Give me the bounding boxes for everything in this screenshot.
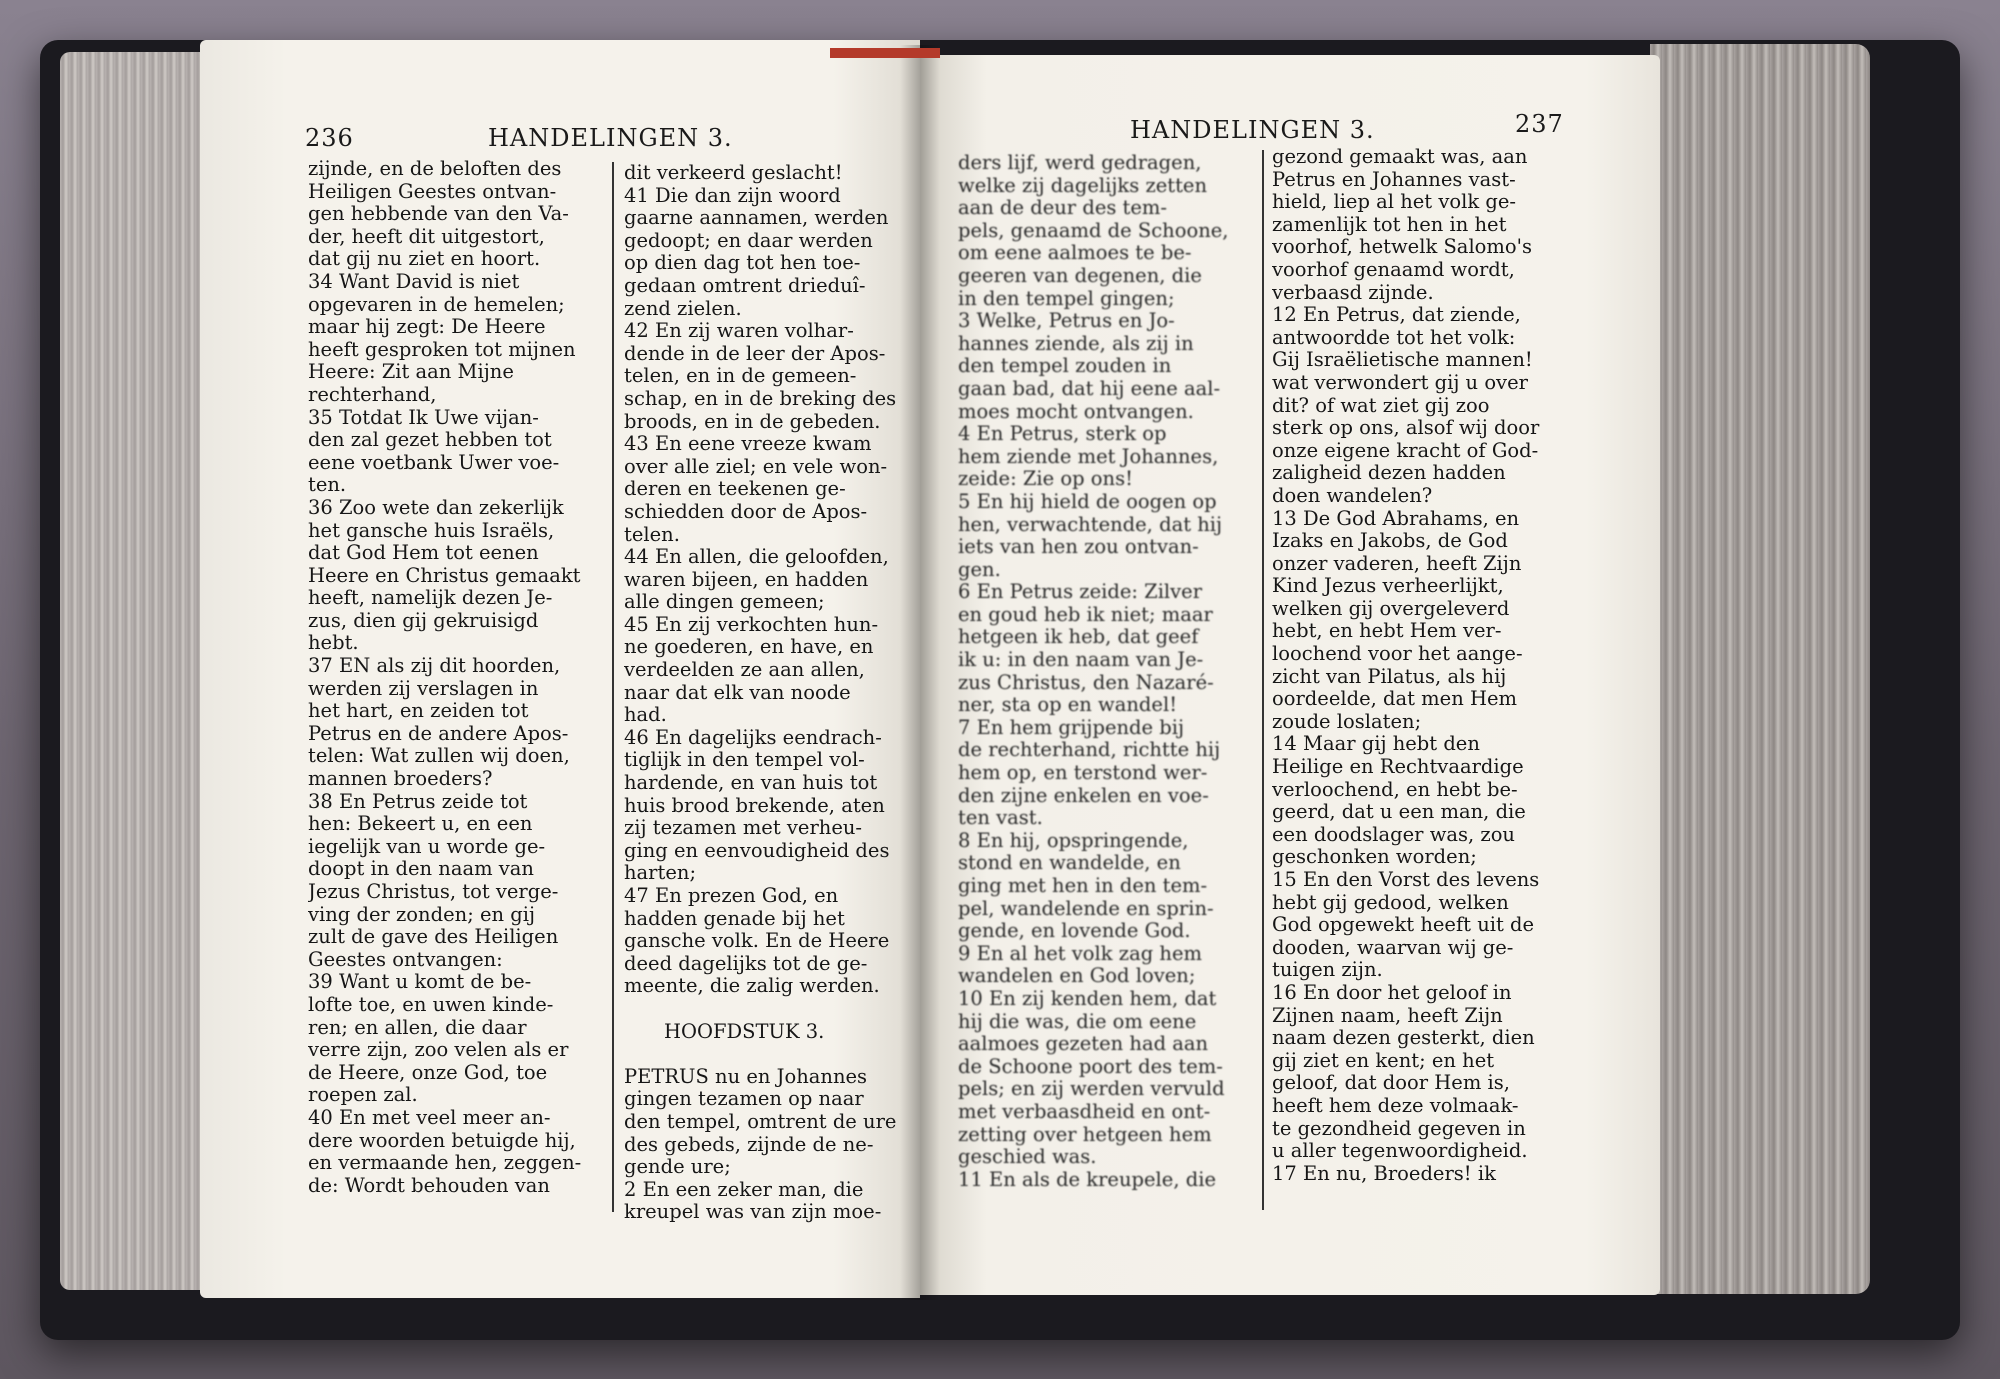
text-line: verdeelden ze aan allen, [624, 658, 865, 682]
text-line: de Heere, onze God, toe [308, 1060, 548, 1084]
text-line: dere woorden betuigde hij, [308, 1128, 576, 1152]
text-line: 16 En door het geloof in [1272, 980, 1512, 1004]
text-line: wandelen en God loven; [958, 964, 1196, 988]
text-line: onze eigene kracht of God- [1272, 438, 1539, 462]
text-line: Izaks en Jakobs, de God [1272, 529, 1508, 553]
text-line: harten; [624, 861, 697, 885]
text-line: om eene aalmoes te be- [958, 241, 1192, 265]
text-line: 40 En met veel meer an- [308, 1105, 551, 1129]
text-line: 5 En hij hield de oogen op [958, 489, 1217, 513]
text-line: 6 En Petrus zeide: Zilver [958, 580, 1203, 604]
text-line: 7 En hem grijpende bij [958, 715, 1185, 739]
text-line: meente, die zalig werden. [624, 974, 880, 998]
text-line: telen, en in de gemeen- [624, 364, 857, 388]
text-line: maar hij zegt: De Heere [308, 315, 546, 339]
text-line: alle dingen gemeen; [624, 590, 825, 614]
column-rule [1262, 150, 1264, 1210]
text-line: had. [624, 703, 667, 727]
text-line: hadden genade bij het [624, 906, 845, 930]
text-line: heeft hem deze volmaak- [1272, 1093, 1519, 1117]
text-line: huis brood brekende, aten [624, 793, 885, 817]
text-line: den zal gezet hebben tot [308, 428, 552, 452]
text-line: God opgewekt heeft uit de [1272, 913, 1535, 937]
text-line: 2 En een zeker man, die [624, 1177, 864, 1201]
left-page-column-2 [624, 162, 910, 1224]
text-line: werden zij verslagen in [308, 676, 539, 700]
text-line: op dien dag tot hen toe- [624, 251, 861, 275]
text-line: antwoordde tot het volk: [1272, 325, 1516, 349]
text-line: Gij Israëlietische mannen! [1272, 348, 1533, 372]
text-line: Geestes ontvangen: [308, 947, 503, 971]
text-line: welken gij overgeleverd [1272, 596, 1510, 620]
text-line: zult de gave des Heiligen [308, 925, 559, 949]
text-line: Heilige en Rechtvaardige [1272, 755, 1524, 779]
text-line: iegelijk van u worde ge- [308, 834, 546, 858]
text-line: verre zijn, zoo velen als er [308, 1038, 569, 1062]
text-line: hebt, en hebt Hem ver- [1272, 619, 1502, 643]
text-line: roepen zal. [308, 1083, 418, 1107]
right-page-number: 237 [1515, 110, 1564, 138]
text-line: PETRUS nu en Johannes [624, 1064, 868, 1088]
text-line: ving der zonden; en gij [308, 902, 536, 926]
text-line: de rechterhand, richtte hij [958, 738, 1221, 762]
text-line: geschonken worden; [1272, 845, 1477, 869]
text-line: zeide: Zie op ons! [958, 467, 1133, 491]
text-line: den tempel, omtrent de ure [624, 1109, 897, 1133]
text-line: iets van hen zou ontvan- [958, 535, 1199, 559]
text-line: 38 En Petrus zeide tot [308, 789, 528, 813]
text-line: heeft gesproken tot mijnen [308, 337, 576, 361]
text-line: schap, en in de breking des [624, 386, 897, 410]
text-line: geerd, dat u een man, die [1272, 800, 1526, 824]
bookmark-ribbon [830, 48, 940, 58]
right-page-column-2 [1272, 146, 1582, 1208]
text-line: dat God Hem tot eenen [308, 541, 539, 565]
text-line: 15 En den Vorst des levens [1272, 868, 1540, 891]
text-line: het hart, en zeiden tot [308, 699, 529, 723]
text-line: voorhof, hetwelk Salomo's [1272, 235, 1533, 259]
text-line: verbaasd zijnde. [1272, 280, 1434, 304]
text-line: oordeelde, dat men Hem [1272, 687, 1517, 711]
text-line: 43 En eene vreeze kwam [624, 432, 872, 456]
text-line: over alle ziel; en vele won- [624, 454, 888, 478]
text-line: gende ure; [624, 1155, 731, 1179]
text-line: zus, dien gij gekruisigd [308, 608, 539, 632]
text-line: ik u: in den naam van Je- [958, 648, 1204, 672]
text-line: dat gij nu ziet en hoort. [308, 247, 541, 271]
text-line: opgevaren in de hemelen; [308, 292, 565, 316]
text-line: geloof, dat door Hem is, [1272, 1071, 1510, 1095]
text-line: ten. [308, 473, 347, 497]
text-line: hebt. [308, 631, 359, 655]
text-line: deren en teekenen ge- [624, 477, 846, 501]
text-line: hem op, en terstond wer- [958, 761, 1208, 785]
text-line: 8 En hij, opspringende, [958, 828, 1189, 852]
text-line: der, heeft dit uitgestort, [308, 224, 545, 248]
text-line: moes mocht ontvangen. [958, 399, 1194, 423]
text-line: en goud heb ik niet; maar [958, 602, 1213, 626]
text-line: broods, en in de gebeden. [624, 409, 881, 433]
text-line: hebt gij gedood, welken [1272, 890, 1509, 914]
text-line: dit? of wat ziet gij zoo [1272, 393, 1490, 417]
text-line: pels; en zij werden vervuld [958, 1077, 1225, 1101]
text-line: gaan bad, dat hij eene aal- [958, 376, 1221, 400]
text-line: telen. [624, 522, 680, 546]
left-running-head: HANDELINGEN 3. [488, 124, 733, 152]
text-line: geeren van degenen, die [958, 263, 1202, 287]
text-line: gingen tezamen op naar [624, 1087, 864, 1111]
text-line: zijnde, en de beloften des [308, 158, 562, 180]
text-line: hetgeen ik heb, dat geef [958, 625, 1199, 649]
text-line: aan de deur des tem- [958, 196, 1168, 220]
text-line: geschied was. [958, 1145, 1097, 1169]
text-line: 36 Zoo wete dan zekerlijk [308, 495, 564, 519]
text-line: sterk op ons, alsof wij door [1272, 416, 1540, 440]
text-line [624, 998, 910, 1021]
text-line: telen: Wat zullen wij doen, [308, 744, 570, 768]
text-line: heeft, namelijk dezen Je- [308, 586, 553, 610]
text-line: gansche volk. En de Heere [624, 929, 890, 953]
text-line: 45 En zij verkochten hun- [624, 612, 879, 636]
text-line: gende, en lovende God. [958, 919, 1191, 943]
text-line: aalmoes gezeten had aan [958, 1032, 1209, 1056]
text-line: gen hebbende van den Va- [308, 202, 569, 226]
text-line: tuigen zijn. [1272, 958, 1383, 982]
text-line: hij die was, die om eene [958, 1009, 1197, 1033]
text-line: Kind Jezus verheerlijkt, [1272, 574, 1504, 598]
text-line: den zijne enkelen en voe- [958, 783, 1209, 807]
text-line: 46 En dagelijks eendrach- [624, 725, 882, 749]
text-line: tiglijk in den tempel vol- [624, 748, 865, 772]
text-line: het gansche huis Israëls, [308, 518, 555, 542]
text-line: ne goederen, en have, en [624, 635, 874, 659]
text-line: 3 Welke, Petrus en Jo- [958, 309, 1175, 333]
text-line: 9 En al het volk zag hem [958, 941, 1202, 965]
text-line: ders lijf, werd gedragen, [958, 152, 1202, 174]
text-line: des gebeds, zijnde de ne- [624, 1132, 874, 1156]
text-line: gezond gemaakt was, aan [1272, 146, 1528, 168]
text-line: te gezondheid gegeven in [1272, 1116, 1526, 1140]
text-line: welke zij dagelijks zetten [958, 173, 1208, 197]
text-line: Petrus en de andere Apos- [308, 721, 569, 745]
text-line: dende in de leer der Apos- [624, 341, 886, 365]
text-line: 39 Want u komt de be- [308, 970, 532, 994]
text-line: schiedden door de Apos- [624, 499, 868, 523]
text-line: zoude loslaten; [1272, 709, 1422, 733]
text-line: 37 EN als zij dit hoorden, [308, 654, 561, 678]
text-line: 44 En allen, die geloofden, [624, 545, 889, 569]
text-line: zetting over hetgeen hem [958, 1122, 1212, 1146]
text-line: gedoopt; en daar werden [624, 228, 873, 252]
text-line: zus Christus, den Nazaré- [958, 670, 1214, 694]
text-line: pel, wandelende en sprin- [958, 896, 1214, 920]
text-line: de: Wordt behouden van [308, 1173, 550, 1197]
text-line: rechterhand, [308, 382, 437, 406]
text-line: 35 Totdat Ik Uwe vijan- [308, 405, 539, 429]
text-line: doopt in den naam van [308, 857, 534, 881]
text-line: kreupel was van zijn moe- [624, 1200, 882, 1224]
text-line: waren bijeen, en hadden [624, 567, 869, 591]
text-line: in den tempel gingen; [958, 286, 1175, 310]
text-line: Heere: Zit aan Mijne [308, 360, 514, 384]
text-line: Heiligen Geestes ontvan- [308, 179, 557, 203]
text-line: 10 En zij kenden hem, dat [958, 986, 1217, 1010]
text-line: lofte toe, en uwen kinde- [308, 992, 554, 1016]
text-line: hardende, en van huis tot [624, 771, 878, 795]
text-line: zend zielen. [624, 296, 742, 320]
left-page-number: 236 [305, 124, 354, 152]
text-line: 11 En als de kreupele, die [958, 1167, 1216, 1191]
text-line: eene voetbank Uwer voe- [308, 450, 560, 474]
text-line: loochend voor het aange- [1272, 642, 1523, 666]
text-line: den tempel zouden in [958, 354, 1172, 378]
text-line: 34 Want David is niet [308, 269, 520, 293]
text-line: zij tezamen met verheu- [624, 816, 863, 840]
text-line: verloochend, en hebt be- [1272, 777, 1518, 801]
right-page-edges [1650, 44, 1870, 1294]
right-page-column-1 [958, 152, 1254, 1214]
text-line: hem ziende met Johannes, [958, 444, 1219, 468]
text-line: 42 En zij waren volhar- [624, 319, 854, 343]
text-line: deed dagelijks tot de ge- [624, 951, 868, 975]
text-line: met verbaasdheid en ont- [958, 1099, 1211, 1123]
text-line: onzer vaderen, heeft Zijn [1272, 551, 1522, 575]
text-line: gen. [958, 557, 1001, 581]
text-line: hen: Bekeert u, en een [308, 812, 533, 836]
text-line: zaligheid dezen hadden [1272, 461, 1506, 485]
text-line: ging en eenvoudigheid des [624, 838, 890, 862]
text-line: hield, liep al het volk ge- [1272, 190, 1516, 214]
text-line: Zijnen naam, heeft Zijn [1272, 1003, 1503, 1027]
text-line: een doodslager was, zou [1272, 822, 1515, 846]
text-line: Petrus en Johannes vast- [1272, 167, 1516, 191]
text-line: hannes ziende, als zij in [958, 331, 1194, 355]
text-line: naar dat elk van noode [624, 680, 851, 704]
text-line: 17 En nu, Broeders! ik [1272, 1161, 1496, 1185]
text-line: zamenlijk tot hen in het [1272, 212, 1507, 236]
text-line: ten vast. [958, 806, 1043, 830]
text-line: gaarne aannamen, werden [624, 206, 889, 230]
text-line: Heere en Christus gemaakt [308, 563, 581, 587]
text-line: 41 Die dan zijn woord [624, 183, 841, 207]
text-line: doen wandelen? [1272, 483, 1433, 507]
text-line: 13 De God Abrahams, en [1272, 506, 1520, 530]
column-rule [612, 162, 614, 1212]
text-line: wat verwondert gij u over [1272, 370, 1528, 394]
chapter-heading: HOOFDSTUK 3. [664, 1019, 825, 1043]
text-line: 47 En prezen God, en [624, 884, 839, 907]
right-running-head: HANDELINGEN 3. [1130, 116, 1375, 144]
text-line: Jezus Christus, tot verge- [308, 880, 559, 903]
text-line: dooden, waarvan wij ge- [1272, 935, 1514, 959]
text-line: ner, sta op en wandel! [958, 693, 1178, 717]
left-page-column-1 [308, 158, 604, 1220]
text-line: de Schoone poort des tem- [958, 1054, 1223, 1078]
text-line: stond en wandelde, en [958, 851, 1181, 875]
text-line: u aller tegenwoordigheid. [1272, 1139, 1528, 1163]
text-line: ging met hen in den tem- [958, 874, 1208, 897]
text-line [624, 1043, 910, 1066]
text-line: hen, verwachtende, dat hij [958, 512, 1223, 536]
text-line: pels, genaamd de Schoone, [958, 218, 1229, 242]
text-line: en vermaande hen, zeggen- [308, 1151, 582, 1175]
text-line: naam dezen gesterkt, dien [1272, 1026, 1535, 1050]
text-line: 4 En Petrus, sterk op [958, 422, 1167, 446]
text-line: voorhof genaamd wordt, [1272, 257, 1515, 281]
text-line: zicht van Pilatus, als hij [1272, 664, 1507, 688]
text-line: 12 En Petrus, dat ziende, [1272, 303, 1521, 327]
text-line: gedaan omtrent drieduî- [624, 273, 866, 297]
text-line: dit verkeerd geslacht! [624, 162, 843, 184]
text-line: gij ziet en kent; en het [1272, 1048, 1495, 1072]
text-line: ren; en allen, die daar [308, 1015, 527, 1039]
text-line: mannen broeders? [308, 767, 493, 791]
text-line: 14 Maar gij hebt den [1272, 732, 1480, 756]
